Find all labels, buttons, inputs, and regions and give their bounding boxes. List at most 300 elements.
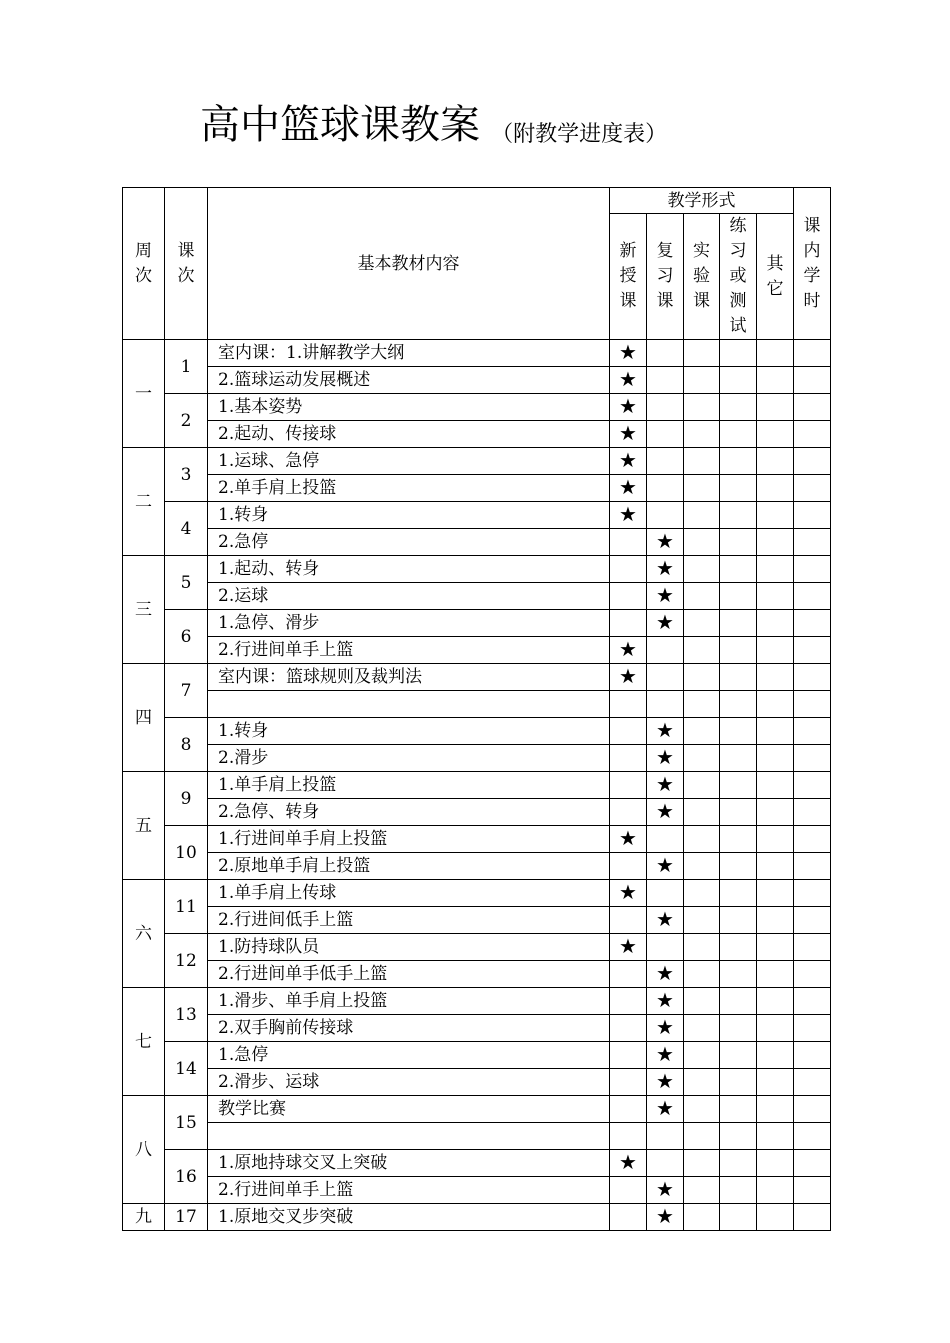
form-cell-practice-test (720, 1123, 757, 1150)
form-cell-other (757, 556, 794, 583)
content-cell: 室内课：1.讲解教学大纲 (208, 340, 610, 367)
form-cell-review (647, 1015, 684, 1042)
header-new-lesson: 新授课 (610, 214, 647, 340)
form-cell-new (610, 1177, 647, 1204)
form-cell-practice-test (720, 934, 757, 961)
form-cell-practice-test (720, 799, 757, 826)
form-cell-review (647, 367, 684, 394)
form-cell-new (610, 502, 647, 529)
table-row (123, 718, 831, 745)
header-week: 周次 (123, 188, 165, 340)
star-icon: ★ (619, 502, 637, 526)
table-row (123, 637, 831, 664)
form-cell-review (647, 556, 684, 583)
content-cell: 2.起动、传接球 (208, 421, 610, 448)
star-icon: ★ (619, 394, 637, 418)
form-cell-experiment (684, 421, 720, 448)
class-hours-cell (794, 853, 831, 880)
week-cell: 五 (123, 772, 165, 880)
star-icon: ★ (656, 718, 674, 742)
star-icon: ★ (656, 907, 674, 931)
form-cell-other (757, 1177, 794, 1204)
form-cell-practice-test (720, 907, 757, 934)
content-cell: 1.基本姿势 (208, 394, 610, 421)
schedule-table (122, 187, 831, 1231)
form-cell-experiment (684, 1096, 720, 1123)
lesson-cell: 1 (165, 340, 208, 394)
form-cell-practice-test (720, 961, 757, 988)
content-cell: 2.运球 (208, 583, 610, 610)
table-row (123, 1123, 831, 1150)
form-cell-experiment (684, 1123, 720, 1150)
class-hours-cell (794, 448, 831, 475)
content-cell: 1.单手肩上传球 (208, 880, 610, 907)
star-icon: ★ (656, 1204, 674, 1228)
content-cell: 2.行进间单手上篮 (208, 1177, 610, 1204)
class-hours-cell (794, 934, 831, 961)
form-cell-practice-test (720, 772, 757, 799)
form-cell-new (610, 1150, 647, 1177)
form-cell-new (610, 853, 647, 880)
form-cell-practice-test (720, 880, 757, 907)
content-cell: 2.急停 (208, 529, 610, 556)
form-cell-practice-test (720, 664, 757, 691)
content-cell: 2.行进间单手低手上篮 (208, 961, 610, 988)
form-cell-other (757, 1015, 794, 1042)
content-cell: 2.篮球运动发展概述 (208, 367, 610, 394)
form-cell-practice-test (720, 1150, 757, 1177)
class-hours-cell (794, 1204, 831, 1231)
content-cell: 1.转身 (208, 502, 610, 529)
form-cell-review (647, 907, 684, 934)
table-row (123, 394, 831, 421)
table-row (123, 772, 831, 799)
form-cell-review (647, 934, 684, 961)
form-cell-experiment (684, 529, 720, 556)
content-cell: 1.行进间单手肩上投篮 (208, 826, 610, 853)
form-cell-new (610, 718, 647, 745)
class-hours-cell (794, 529, 831, 556)
form-cell-other (757, 718, 794, 745)
lesson-cell: 13 (165, 988, 208, 1042)
star-icon: ★ (656, 961, 674, 985)
form-cell-other (757, 475, 794, 502)
content-cell: 1.急停 (208, 1042, 610, 1069)
form-cell-review (647, 1204, 684, 1231)
form-cell-other (757, 988, 794, 1015)
form-cell-new (610, 394, 647, 421)
form-cell-experiment (684, 394, 720, 421)
content-cell: 1.原地交叉步突破 (208, 1204, 610, 1231)
form-cell-new (610, 448, 647, 475)
form-cell-new (610, 475, 647, 502)
star-icon: ★ (656, 1042, 674, 1066)
form-cell-experiment (684, 1177, 720, 1204)
table-row (123, 745, 831, 772)
form-cell-practice-test (720, 394, 757, 421)
form-cell-experiment (684, 772, 720, 799)
lesson-cell: 6 (165, 610, 208, 664)
form-cell-practice-test (720, 691, 757, 718)
form-cell-new (610, 1069, 647, 1096)
star-icon: ★ (656, 1015, 674, 1039)
header-content: 基本教材内容 (208, 188, 610, 340)
table-row (123, 583, 831, 610)
form-cell-review (647, 1123, 684, 1150)
content-cell: 2.原地单手肩上投篮 (208, 853, 610, 880)
form-cell-practice-test (720, 448, 757, 475)
form-cell-practice-test (720, 367, 757, 394)
form-cell-other (757, 1069, 794, 1096)
form-cell-new (610, 826, 647, 853)
form-cell-experiment (684, 448, 720, 475)
table-row (123, 799, 831, 826)
form-cell-experiment (684, 502, 720, 529)
form-cell-new (610, 583, 647, 610)
class-hours-cell (794, 1150, 831, 1177)
table-row (123, 934, 831, 961)
table-row (123, 988, 831, 1015)
form-cell-practice-test (720, 637, 757, 664)
form-cell-other (757, 1042, 794, 1069)
page-subtitle: （附教学进度表） (491, 122, 668, 147)
table-row (123, 907, 831, 934)
table-row (123, 367, 831, 394)
lesson-cell: 7 (165, 664, 208, 718)
content-cell (208, 1123, 610, 1150)
star-icon: ★ (656, 853, 674, 877)
table-row (123, 1177, 831, 1204)
form-cell-new (610, 556, 647, 583)
table-row (123, 691, 831, 718)
content-cell: 1.原地持球交叉上突破 (208, 1150, 610, 1177)
form-cell-experiment (684, 934, 720, 961)
class-hours-cell (794, 394, 831, 421)
table-row (123, 1204, 831, 1231)
form-cell-review (647, 853, 684, 880)
form-cell-experiment (684, 637, 720, 664)
form-cell-review (647, 961, 684, 988)
form-cell-review (647, 988, 684, 1015)
form-cell-experiment (684, 961, 720, 988)
week-cell: 九 (123, 1204, 165, 1231)
form-cell-experiment (684, 853, 720, 880)
content-cell: 2.滑步、运球 (208, 1069, 610, 1096)
form-cell-other (757, 745, 794, 772)
star-icon: ★ (619, 367, 637, 391)
form-cell-experiment (684, 1204, 720, 1231)
form-cell-review (647, 745, 684, 772)
class-hours-cell (794, 583, 831, 610)
form-cell-other (757, 583, 794, 610)
content-cell: 2.行进间低手上篮 (208, 907, 610, 934)
form-cell-practice-test (720, 1015, 757, 1042)
lesson-cell: 12 (165, 934, 208, 988)
content-cell: 1.急停、滑步 (208, 610, 610, 637)
form-cell-practice-test (720, 853, 757, 880)
form-cell-practice-test (720, 502, 757, 529)
form-cell-review (647, 880, 684, 907)
content-cell: 2.急停、转身 (208, 799, 610, 826)
lesson-cell: 10 (165, 826, 208, 880)
form-cell-other (757, 961, 794, 988)
form-cell-new (610, 1123, 647, 1150)
form-cell-new (610, 907, 647, 934)
class-hours-cell (794, 691, 831, 718)
form-cell-practice-test (720, 718, 757, 745)
form-cell-other (757, 448, 794, 475)
form-cell-other (757, 1123, 794, 1150)
form-cell-review (647, 1069, 684, 1096)
week-cell: 三 (123, 556, 165, 664)
lesson-cell: 11 (165, 880, 208, 934)
table-row (123, 664, 831, 691)
table-row (123, 1096, 831, 1123)
form-cell-review (647, 448, 684, 475)
star-icon: ★ (656, 556, 674, 580)
class-hours-cell (794, 1096, 831, 1123)
form-cell-practice-test (720, 1204, 757, 1231)
form-cell-practice-test (720, 556, 757, 583)
lesson-cell: 16 (165, 1150, 208, 1204)
star-icon: ★ (656, 610, 674, 634)
form-cell-review (647, 421, 684, 448)
content-cell (208, 691, 610, 718)
form-cell-other (757, 340, 794, 367)
page-title: 高中篮球课教案 (200, 102, 480, 148)
class-hours-cell (794, 1123, 831, 1150)
lesson-cell: 8 (165, 718, 208, 772)
form-cell-new (610, 691, 647, 718)
class-hours-cell (794, 745, 831, 772)
form-cell-other (757, 1096, 794, 1123)
form-cell-review (647, 1042, 684, 1069)
star-icon: ★ (656, 1096, 674, 1120)
content-cell: 1.滑步、单手肩上投篮 (208, 988, 610, 1015)
form-cell-new (610, 1015, 647, 1042)
star-icon: ★ (656, 772, 674, 796)
header-experiment-lesson: 实验课 (684, 214, 720, 340)
class-hours-cell (794, 1069, 831, 1096)
lesson-cell: 2 (165, 394, 208, 448)
form-cell-review (647, 691, 684, 718)
star-icon: ★ (619, 475, 637, 499)
content-cell: 教学比赛 (208, 1096, 610, 1123)
lesson-cell: 15 (165, 1096, 208, 1150)
form-cell-review (647, 1177, 684, 1204)
header-other: 其它 (757, 214, 794, 340)
content-cell: 2.单手肩上投篮 (208, 475, 610, 502)
form-cell-practice-test (720, 1069, 757, 1096)
table-row (123, 475, 831, 502)
table-row (123, 1015, 831, 1042)
form-cell-other (757, 1150, 794, 1177)
form-cell-experiment (684, 475, 720, 502)
form-cell-review (647, 718, 684, 745)
title-row (200, 100, 667, 160)
table-row (123, 448, 831, 475)
header-lesson: 课次 (165, 188, 208, 340)
form-cell-review (647, 394, 684, 421)
star-icon: ★ (619, 826, 637, 850)
table-row (123, 529, 831, 556)
form-cell-review (647, 502, 684, 529)
header-teaching-form: 教学形式 (610, 188, 794, 214)
form-cell-practice-test (720, 340, 757, 367)
form-cell-practice-test (720, 421, 757, 448)
class-hours-cell (794, 421, 831, 448)
form-cell-experiment (684, 745, 720, 772)
class-hours-cell (794, 340, 831, 367)
form-cell-review (647, 637, 684, 664)
form-cell-experiment (684, 1150, 720, 1177)
class-hours-cell (794, 772, 831, 799)
star-icon: ★ (656, 799, 674, 823)
form-cell-new (610, 421, 647, 448)
class-hours-cell (794, 475, 831, 502)
form-cell-review (647, 1150, 684, 1177)
content-cell: 1.运球、急停 (208, 448, 610, 475)
form-cell-new (610, 529, 647, 556)
header-practice-test: 练习或测试 (720, 214, 757, 340)
form-cell-other (757, 610, 794, 637)
lesson-cell: 5 (165, 556, 208, 610)
form-cell-practice-test (720, 1042, 757, 1069)
content-cell: 2.滑步 (208, 745, 610, 772)
star-icon: ★ (619, 637, 637, 661)
form-cell-other (757, 367, 794, 394)
form-cell-other (757, 826, 794, 853)
form-cell-experiment (684, 664, 720, 691)
star-icon: ★ (619, 664, 637, 688)
table-row (123, 1042, 831, 1069)
star-icon: ★ (656, 583, 674, 607)
form-cell-other (757, 934, 794, 961)
form-cell-new (610, 772, 647, 799)
form-cell-experiment (684, 718, 720, 745)
form-cell-experiment (684, 583, 720, 610)
table-row (123, 853, 831, 880)
lesson-cell: 14 (165, 1042, 208, 1096)
content-cell: 1.单手肩上投篮 (208, 772, 610, 799)
form-cell-practice-test (720, 1177, 757, 1204)
form-cell-experiment (684, 907, 720, 934)
content-cell: 2.行进间单手上篮 (208, 637, 610, 664)
form-cell-other (757, 772, 794, 799)
form-cell-review (647, 1096, 684, 1123)
form-cell-review (647, 475, 684, 502)
star-icon: ★ (619, 880, 637, 904)
week-cell: 四 (123, 664, 165, 772)
content-cell: 1.转身 (208, 718, 610, 745)
form-cell-new (610, 988, 647, 1015)
form-cell-other (757, 664, 794, 691)
form-cell-review (647, 799, 684, 826)
form-cell-experiment (684, 340, 720, 367)
week-cell: 六 (123, 880, 165, 988)
form-cell-other (757, 421, 794, 448)
class-hours-cell (794, 637, 831, 664)
star-icon: ★ (656, 745, 674, 769)
form-cell-experiment (684, 880, 720, 907)
class-hours-cell (794, 907, 831, 934)
form-cell-practice-test (720, 610, 757, 637)
star-icon: ★ (619, 934, 637, 958)
form-cell-new (610, 1204, 647, 1231)
class-hours-cell (794, 556, 831, 583)
content-cell: 2.双手胸前传接球 (208, 1015, 610, 1042)
form-cell-practice-test (720, 988, 757, 1015)
class-hours-cell (794, 826, 831, 853)
form-cell-practice-test (720, 529, 757, 556)
form-cell-practice-test (720, 826, 757, 853)
class-hours-cell (794, 1042, 831, 1069)
lesson-cell: 9 (165, 772, 208, 826)
form-cell-other (757, 1204, 794, 1231)
star-icon: ★ (656, 1177, 674, 1201)
star-icon: ★ (619, 448, 637, 472)
class-hours-cell (794, 502, 831, 529)
class-hours-cell (794, 664, 831, 691)
content-cell: 1.防持球队员 (208, 934, 610, 961)
form-cell-experiment (684, 799, 720, 826)
form-cell-practice-test (720, 583, 757, 610)
table-row (123, 1069, 831, 1096)
form-cell-new (610, 1096, 647, 1123)
form-cell-experiment (684, 1069, 720, 1096)
class-hours-cell (794, 1177, 831, 1204)
class-hours-cell (794, 988, 831, 1015)
header-review-lesson: 复习课 (647, 214, 684, 340)
star-icon: ★ (656, 988, 674, 1012)
form-cell-other (757, 880, 794, 907)
lesson-cell: 3 (165, 448, 208, 502)
form-cell-new (610, 340, 647, 367)
form-cell-other (757, 529, 794, 556)
form-cell-new (610, 637, 647, 664)
week-cell: 二 (123, 448, 165, 556)
table-row (123, 421, 831, 448)
form-cell-review (647, 529, 684, 556)
form-cell-experiment (684, 826, 720, 853)
star-icon: ★ (656, 529, 674, 553)
class-hours-cell (794, 367, 831, 394)
form-cell-new (610, 934, 647, 961)
form-cell-new (610, 961, 647, 988)
form-cell-review (647, 826, 684, 853)
table-row (123, 502, 831, 529)
form-cell-other (757, 394, 794, 421)
form-cell-experiment (684, 610, 720, 637)
form-cell-review (647, 340, 684, 367)
table-row (123, 1150, 831, 1177)
form-cell-experiment (684, 556, 720, 583)
week-cell: 七 (123, 988, 165, 1096)
form-cell-practice-test (720, 1096, 757, 1123)
class-hours-cell (794, 1015, 831, 1042)
form-cell-other (757, 853, 794, 880)
form-cell-new (610, 367, 647, 394)
form-cell-new (610, 799, 647, 826)
class-hours-cell (794, 718, 831, 745)
form-cell-experiment (684, 988, 720, 1015)
form-cell-other (757, 799, 794, 826)
table-row (123, 826, 831, 853)
star-icon: ★ (656, 1069, 674, 1093)
form-cell-experiment (684, 1015, 720, 1042)
table-row (123, 340, 831, 367)
form-cell-experiment (684, 1042, 720, 1069)
